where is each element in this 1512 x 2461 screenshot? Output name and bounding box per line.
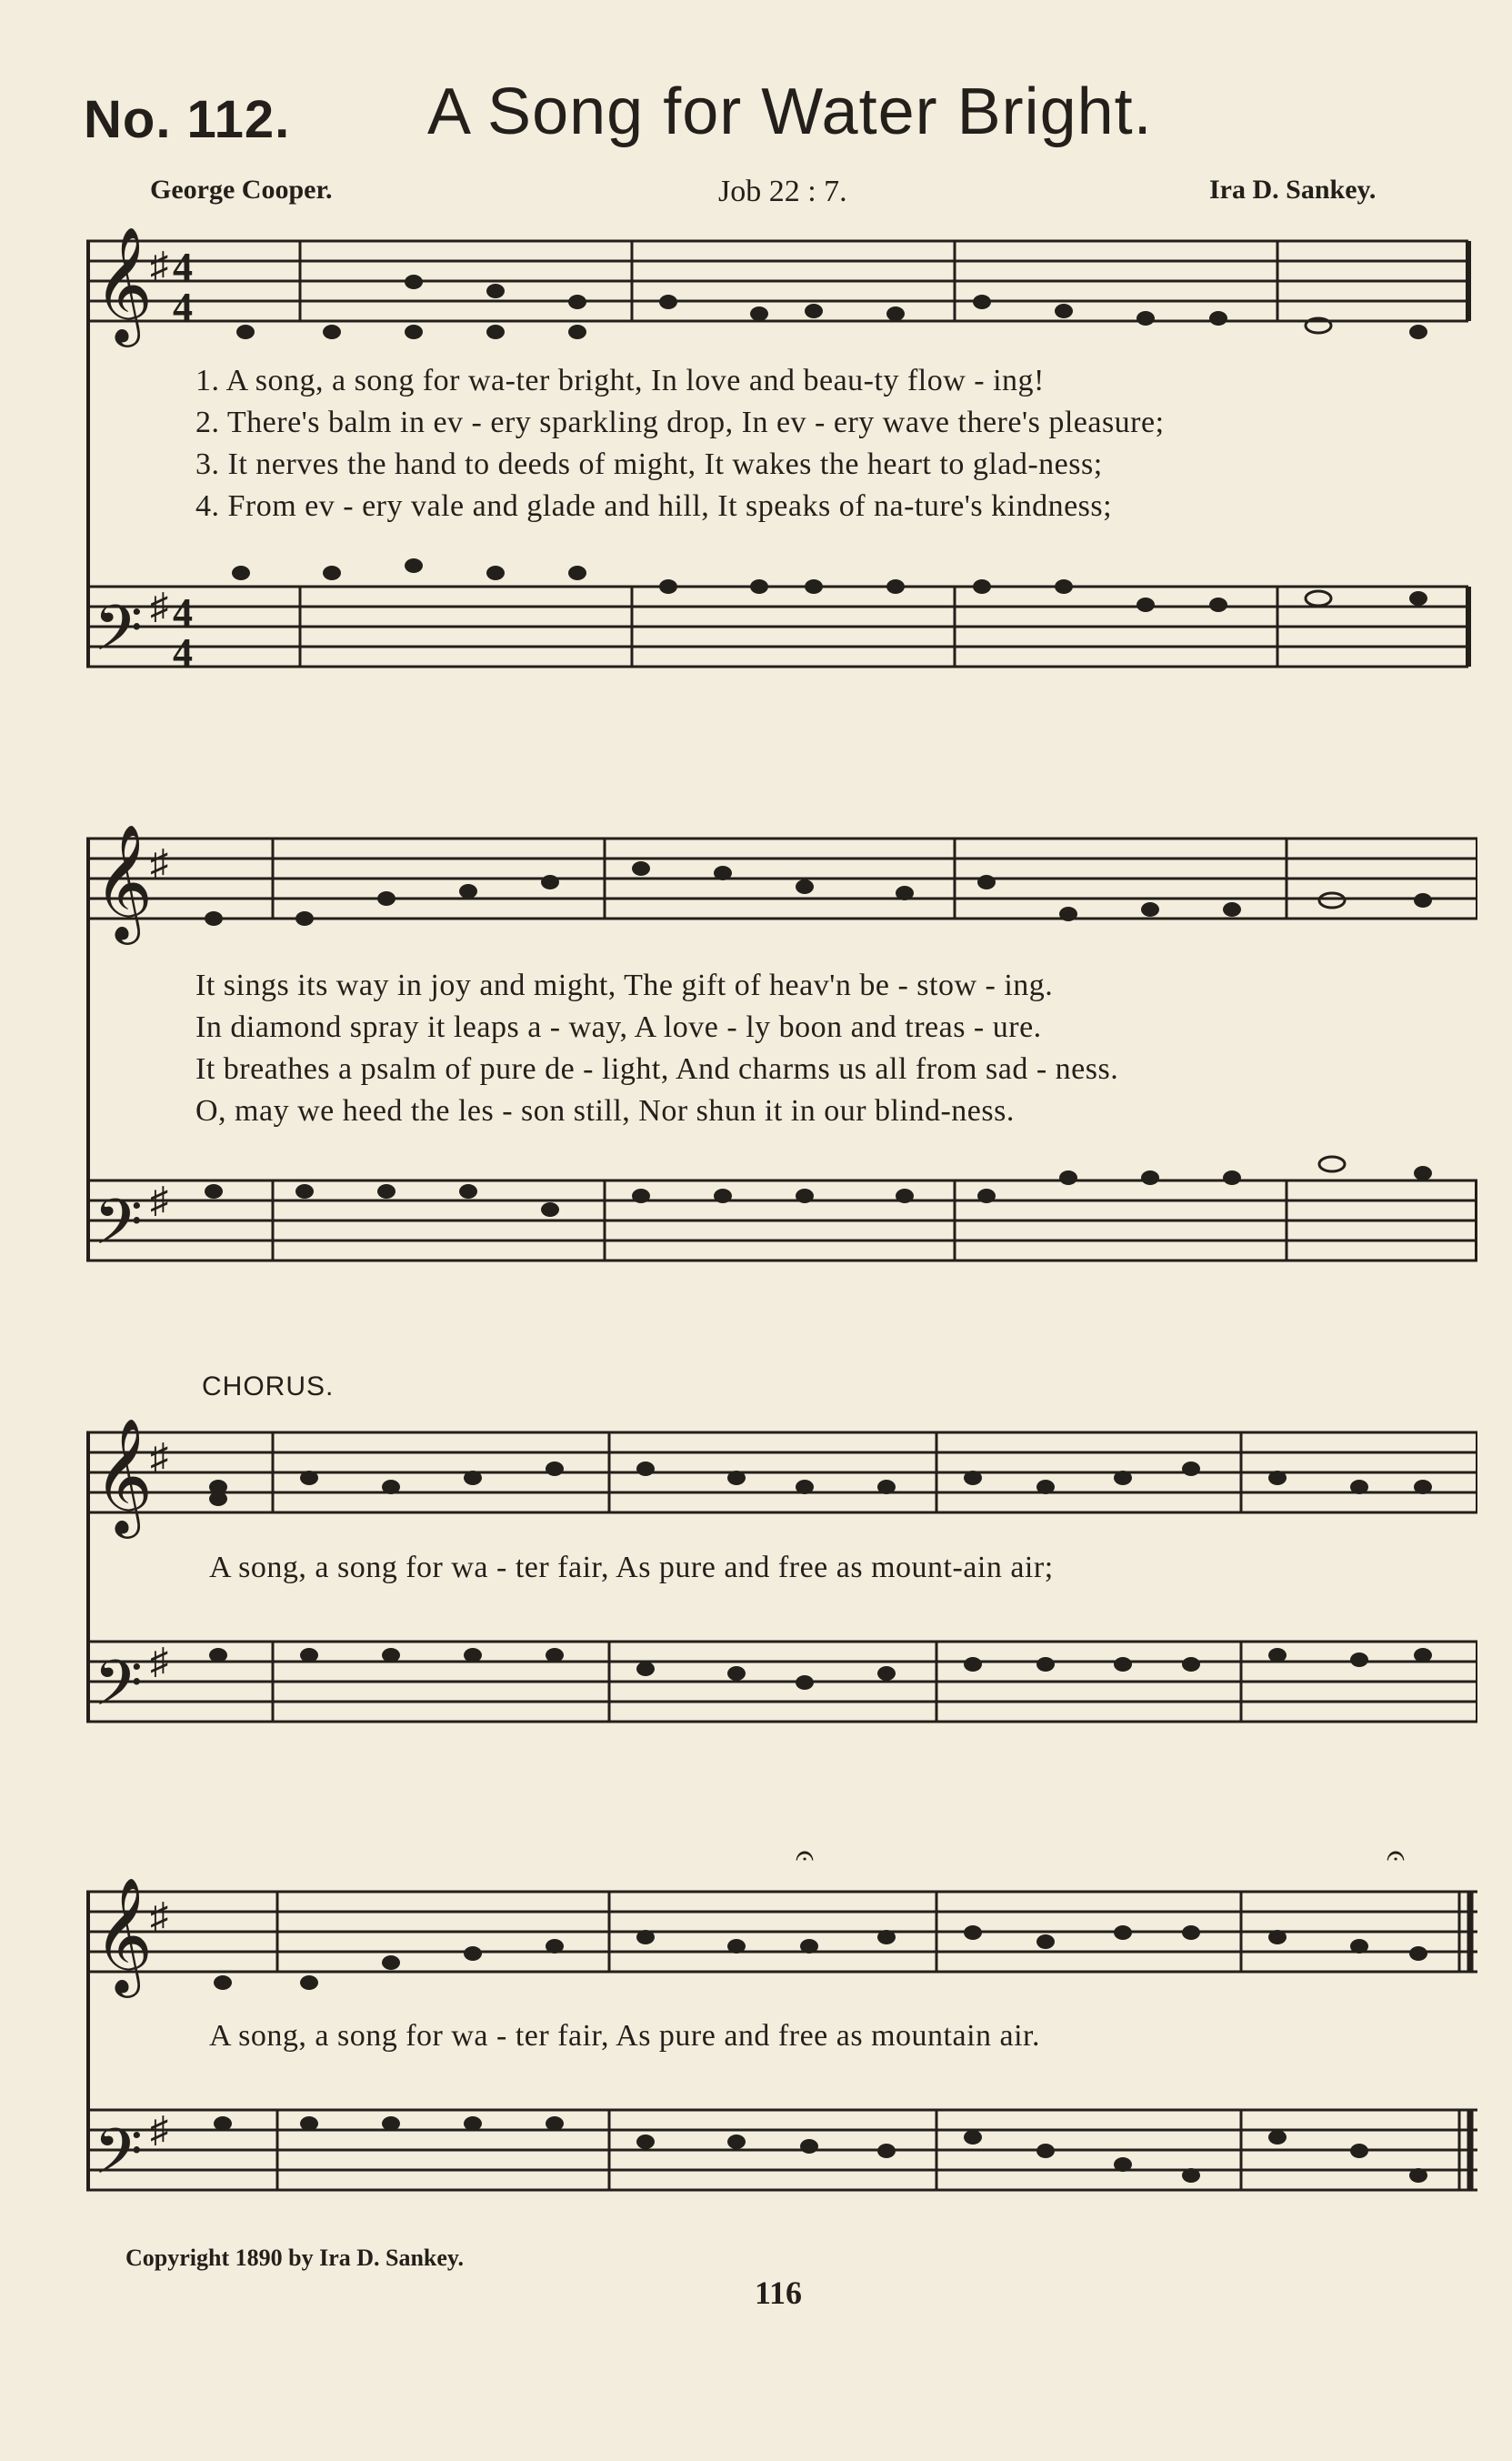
svg-text:4: 4 xyxy=(173,285,193,329)
svg-text:♯: ♯ xyxy=(150,2109,168,2150)
svg-text:♯: ♯ xyxy=(150,586,168,627)
lyric-line: In diamond spray it leaps a - way, A love - ly boon and treas - ure. xyxy=(195,1010,1042,1044)
svg-text:𝄞: 𝄞 xyxy=(94,1880,154,1991)
music-system-3 xyxy=(86,1401,1477,1755)
lyric-line: A song, a song for wa - ter fair, As pure and free as mountain air. xyxy=(209,2019,1040,2053)
svg-text:4: 4 xyxy=(173,245,193,289)
svg-text:𝄢: 𝄢 xyxy=(94,1189,144,1273)
svg-text:♯: ♯ xyxy=(150,1895,168,1936)
svg-text:𝄞: 𝄞 xyxy=(94,827,154,938)
svg-text:𝄢: 𝄢 xyxy=(94,595,144,679)
lyric-line: 2. There's balm in ev - ery sparkling drop, In ev - ery wave there's pleasure; xyxy=(195,406,1165,439)
hymn-number: No. 112. xyxy=(84,90,291,149)
svg-text:𝄞: 𝄞 xyxy=(94,1421,154,1532)
lyric-line: It sings its way in joy and might, The gift of heav'n be - stow - ing. xyxy=(195,969,1054,1002)
music-credit: Ira D. Sankey. xyxy=(1209,175,1377,205)
svg-text:𝄢: 𝄢 xyxy=(94,2118,144,2203)
music-system-1 xyxy=(86,227,1477,700)
svg-text:♯: ♯ xyxy=(150,245,168,286)
svg-text:4: 4 xyxy=(173,590,193,635)
music-system-4 xyxy=(86,1846,1477,2237)
chorus-label: CHORUS. xyxy=(202,1371,335,1401)
lyric-line: A song, a song for wa - ter fair, As pure and free as mount-ain air; xyxy=(209,1551,1054,1584)
svg-text:♯: ♯ xyxy=(150,842,168,883)
scripture-reference: Job 22 : 7. xyxy=(718,175,847,208)
hymn-title: A Song for Water Bright. xyxy=(427,75,1153,148)
lyric-line: O, may we heed the les - son still, Nor shun it in our blind-ness. xyxy=(195,1094,1015,1128)
copyright-notice: Copyright 1890 by Ira D. Sankey. xyxy=(125,2245,464,2271)
svg-text:♯: ♯ xyxy=(150,1436,168,1477)
lyric-line: 4. From ev - ery vale and glade and hill, It speaks of na-ture's kindness; xyxy=(195,489,1113,523)
svg-text:𝄢: 𝄢 xyxy=(94,1650,144,1734)
svg-text:♯: ♯ xyxy=(150,1180,168,1220)
page-number: 116 xyxy=(755,2275,803,2311)
lyric-line: 3. It nerves the hand to deeds of might, It wakes the heart to glad-ness; xyxy=(195,447,1103,481)
lyric-line: It breathes a psalm of pure de - light, And charms us all from sad - ness. xyxy=(195,1052,1119,1086)
svg-text:𝄐: 𝄐 xyxy=(796,1846,815,1873)
svg-text:𝄐: 𝄐 xyxy=(1387,1846,1406,1873)
lyric-line: 1. A song, a song for wa-ter bright, In love and beau-ty flow - ing! xyxy=(195,364,1045,397)
svg-text:𝄞: 𝄞 xyxy=(94,227,154,342)
words-credit: George Cooper. xyxy=(150,175,333,205)
svg-text:4: 4 xyxy=(173,630,193,675)
svg-text:♯: ♯ xyxy=(150,1641,168,1682)
music-system-2 xyxy=(86,791,1477,1282)
